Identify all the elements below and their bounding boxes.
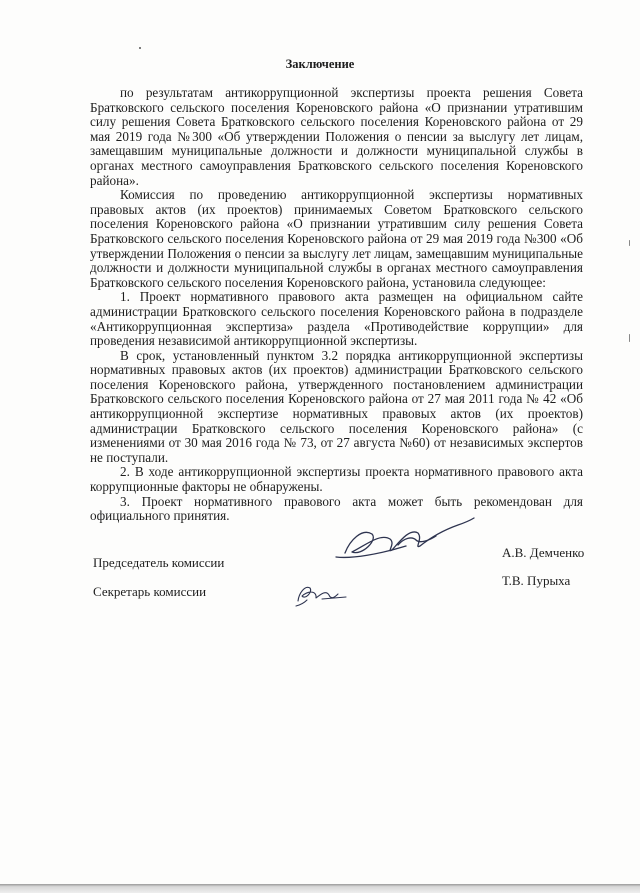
secretary-signature-stroke-tail — [296, 600, 307, 606]
chairman-role-label: Председатель комиссии — [93, 555, 225, 570]
document-body — [90, 86, 583, 524]
paragraph-expert-period: В срок, установленный пунктом 3.2 порядка антикоррупционной экспертизы нормативных правовых актов (их проектов) администрации Братковского сельского поселения Кореновского района, утвержденного постановлением администрации Братковского сельского поселения Кореновского района от 27 мая 2011 года № 42 «Об антикоррупционной экспертизе нормативных правовых актов (их проектов) администрации Братковского сельского поселения Кореновского района» (с изменениями от 30 мая 2016 года № 73, от 27 августа №60) от независимых экспертов не поступали. — [90, 347, 583, 465]
paragraph-item-2: 2. В ходе антикоррупционной экспертизы проекта нормативного правового акта коррупционные факторы не обнаружены. — [90, 464, 583, 495]
paragraph-subject: по результатам антикоррупционной экспертизы проекта решения Совета Братковского сельского поселения Кореновского района «О признании утратившим силу решения Совета Братковского сельского поселения Кореновского района от 29 мая 2019 года №300 «Об утверждении Положения о пенсии за выслугу лет лицам, замещавшим муниципальные должности и должности муниципальной службы в органах местного самоуправления Братковского сельского поселения Кореновского района». — [90, 85, 583, 188]
chairman-signature — [336, 518, 474, 557]
document-title: Заключение — [285, 57, 355, 71]
secretary-signature-stroke-dash — [322, 597, 346, 599]
chairman-signature-stroke-underline — [336, 546, 406, 557]
scan-bottom-edge — [0, 884, 640, 893]
paragraph-item-1: 1. Проект нормативного правового акта размещен на официальном сайте администрации Братковского сельского поселения Кореновского района в подразделе «Антикоррупционная экспертиза» раздела «Противодействие коррупции» для проведения независимой антикоррупционной экспертизы. — [90, 289, 583, 349]
paragraph-item-3: 3. Проект нормативного правового акта может быть рекомендован для официального принятия. — [90, 493, 583, 524]
secretary-signature — [296, 587, 346, 606]
scan-speck — [629, 334, 630, 342]
scan-speck — [139, 47, 141, 49]
paragraph-commission-findings: Комиссия по проведению антикоррупционной экспертизы нормативных правовых актов (их проектов) принимаемых Советом Братковского сельского поселения Кореновского района «О признании утратившим силу решения Совета Братковского сельского поселения Кореновского района от 29 мая 2019 года №300 «Об утверждении Положения о пенсии за выслугу лет лицам, замещавшим муниципальные должности и должности муниципальной службы в органах местного самоуправления Братковского сельского поселения Кореновского района, установила следующее: — [90, 187, 583, 290]
chairman-signature-stroke-loop — [398, 536, 436, 545]
scan-speck — [629, 240, 630, 246]
secretary-name: Т.В. Пурыха — [502, 573, 571, 588]
secretary-role-label: Секретарь комиссии — [93, 584, 207, 599]
secretary-signature-stroke-main — [298, 587, 338, 601]
chairman-name: А.В. Демченко — [502, 545, 585, 560]
